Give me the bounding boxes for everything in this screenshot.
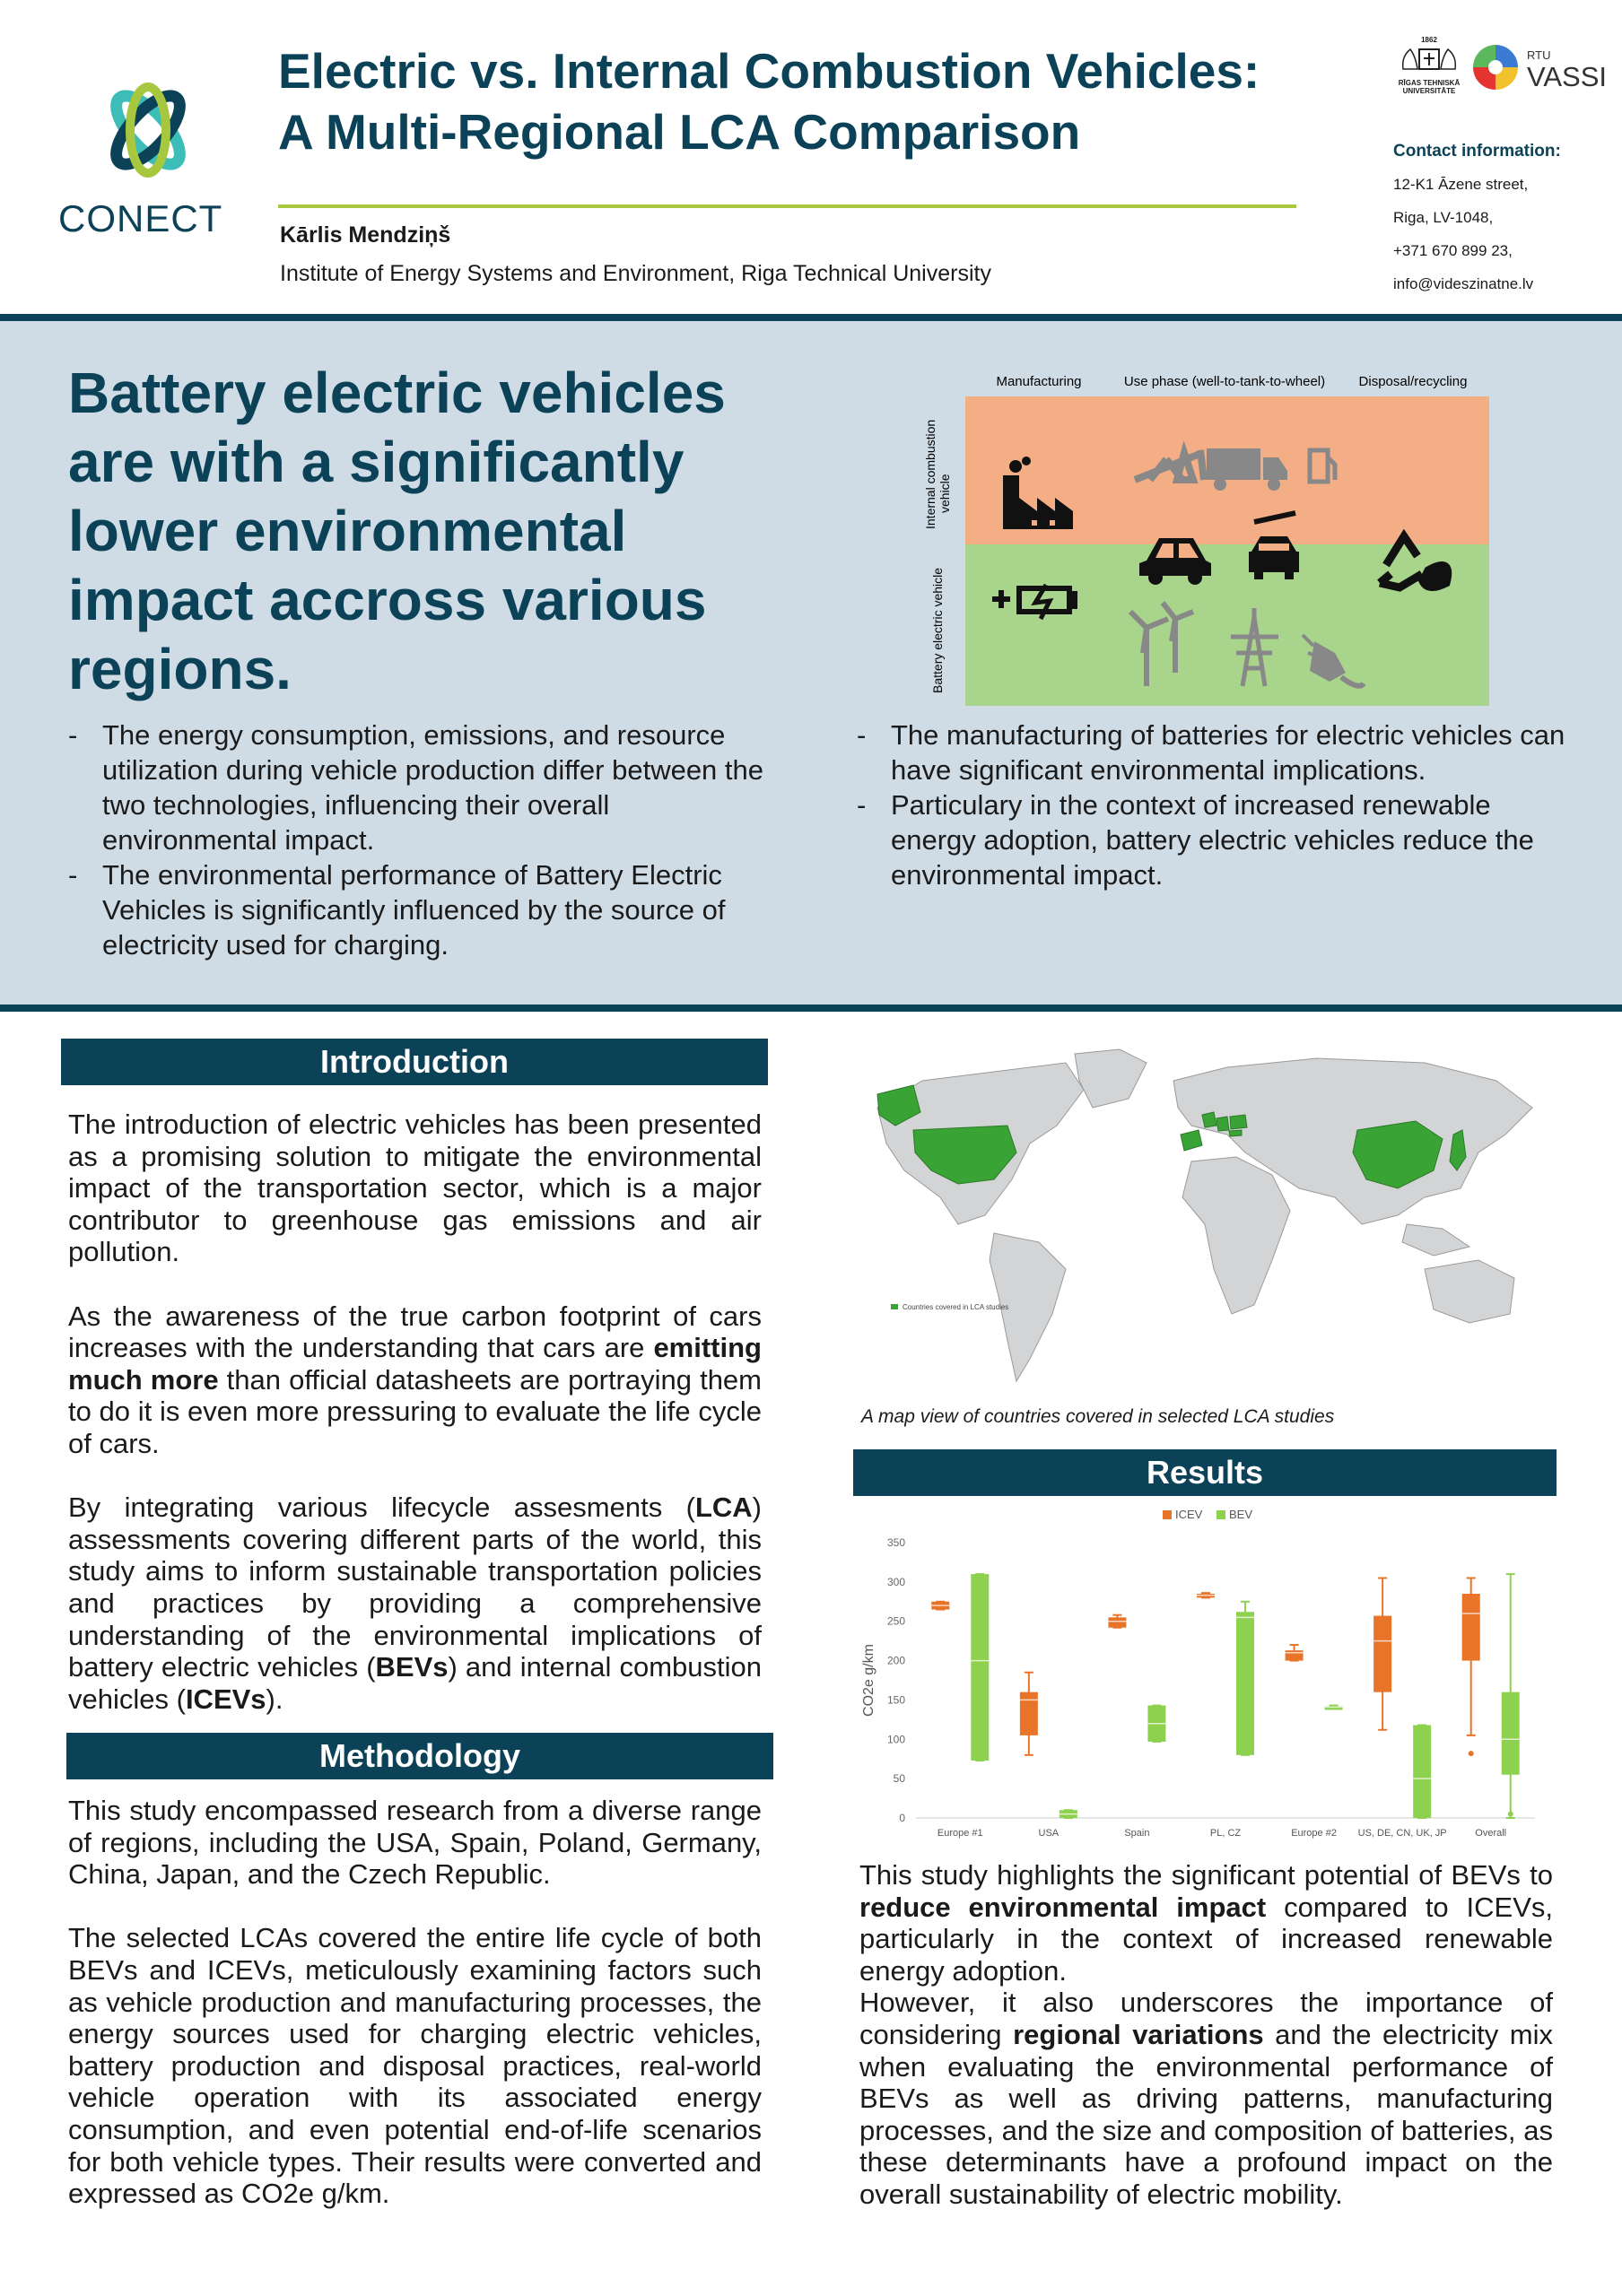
y-tick-label: 0 <box>899 1812 905 1824</box>
bev-box <box>1502 1692 1520 1775</box>
methodology-heading: Methodology <box>66 1733 773 1779</box>
key-message: Battery electric vehicles are with a significantly lower environmental impact accross various regions. <box>68 361 726 701</box>
rtu-name-2: UNIVERSITĀTE <box>1402 87 1456 95</box>
icev-box <box>1286 1650 1304 1660</box>
rtu-crest-icon <box>1398 44 1461 74</box>
map-legend-label: Countries covered in LCA studies <box>903 1303 1009 1311</box>
legend-label-bev: BEV <box>1229 1508 1253 1521</box>
country-germany <box>1216 1117 1229 1131</box>
legend-label-icev: ICEV <box>1175 1508 1203 1521</box>
rtu-logo <box>1389 36 1469 95</box>
summary-bullet: - Particulary in the context of increased renewable energy adoption, battery electric vehicles reduce the environmental impact. <box>857 787 1565 892</box>
world-map <box>850 1045 1557 1390</box>
diagram-col-use-phase: Use phase (well-to-tank-to-wheel) <box>1123 374 1326 389</box>
y-tick-label: 250 <box>886 1614 905 1628</box>
poster-title <box>278 40 1260 162</box>
contact-heading: Contact information: <box>1393 142 1561 161</box>
emphasis: emitting much more <box>68 1332 762 1396</box>
contact-city: Riga, LV-1048, <box>1393 209 1494 226</box>
x-tick-label: US, DE, CN, UK, JP <box>1357 1828 1447 1839</box>
contact-phone: +371 670 899 23, <box>1393 242 1513 259</box>
methodology-body <box>68 1795 762 2210</box>
title-divider <box>278 204 1296 208</box>
y-axis-label: CO2e g/km <box>861 1644 876 1717</box>
icev-box <box>1108 1617 1126 1627</box>
vassi-rtu-label: RTU <box>1527 48 1551 62</box>
diagram-row-icev: Internal combustionvehicle <box>923 419 952 529</box>
y-tick-label: 200 <box>886 1654 905 1667</box>
icev-box <box>1373 1616 1391 1692</box>
vassi-logo <box>1471 43 1615 97</box>
diagram-col-manufacturing: Manufacturing <box>996 374 1082 389</box>
contact-info <box>1393 135 1561 300</box>
y-tick-label: 50 <box>893 1772 905 1786</box>
bev-outlier <box>1508 1812 1513 1817</box>
intro-paragraph-1: The introduction of electric vehicles has been presented as a promising solution to mitigate the environmental impact of the transportation sector, which is a major contributor to greenhouse gas emissions and air pollution. <box>68 1109 762 1268</box>
x-tick-label: USA <box>1038 1828 1060 1839</box>
x-tick-label: Europe #2 <box>1291 1828 1337 1839</box>
title-line-2: A Multi-Regional LCA Comparison <box>278 104 1081 160</box>
icev-box <box>1020 1692 1038 1735</box>
lifecycle-diagram-svg <box>915 368 1498 713</box>
diagram-col-disposal: Disposal/recycling <box>1358 374 1468 389</box>
summary-bullets-left <box>68 718 768 962</box>
y-tick-label: 100 <box>886 1733 905 1746</box>
method-paragraph-1: This study encompassed research from a diverse range of regions, including the USA, Spain, Poland, Germany, China, Japan, and the Czech Republic. <box>68 1795 762 1891</box>
summary-bullets-right <box>857 718 1565 892</box>
bev-box <box>971 1574 989 1761</box>
title-line-1: Electric vs. Internal Combustion Vehicles: <box>278 43 1260 99</box>
results-boxplot <box>853 1500 1557 1849</box>
results-body <box>859 1859 1553 2211</box>
y-tick-label: 300 <box>886 1575 905 1588</box>
introduction-body <box>68 1109 762 1715</box>
icev-outlier <box>1469 1751 1474 1756</box>
conect-logo <box>54 63 233 242</box>
conect-logo-text: CONECT <box>58 197 223 239</box>
country-uk <box>1202 1112 1216 1127</box>
vassi-label: VASSI <box>1527 61 1608 92</box>
contact-email[interactable]: info@videszinatne.lv <box>1393 275 1534 292</box>
y-tick-label: 350 <box>886 1536 905 1549</box>
x-tick-label: Overall <box>1475 1828 1507 1839</box>
summary-bullet: - The manufacturing of batteries for electric vehicles can have significant environmental implications. <box>857 718 1565 787</box>
world-map-svg <box>850 1045 1557 1390</box>
lifecycle-diagram <box>915 368 1498 713</box>
rtu-year: 1862 <box>1421 36 1437 44</box>
introduction-heading: Introduction <box>61 1039 768 1085</box>
legend-swatch-bev <box>1216 1510 1225 1519</box>
bev-box <box>1236 1612 1254 1755</box>
y-tick-label: 150 <box>886 1693 905 1707</box>
method-paragraph-2: The selected LCAs covered the entire life cycle of both BEVs and ICEVs, meticulously examining factors such as vehicle production and manufacturing processes, the energy sources used for charging electric vehicles, battery production and disposal practices, real-world vehicle operation with its associated energy consumption, and even potential end-of-life scenarios for both vehicle types. Their results were converted and expressed as CO2e g/km. <box>68 1922 762 2210</box>
results-chart <box>853 1500 1557 1849</box>
icev-box <box>1462 1594 1480 1661</box>
summary-bullet: - The energy consumption, emissions, and resource utilization during vehicle production differ between the two technologies, influencing their overall environmental impact. <box>68 718 768 857</box>
bev-row-band <box>965 544 1489 706</box>
x-tick-label: Spain <box>1124 1828 1150 1839</box>
map-legend-swatch <box>891 1304 898 1309</box>
bev-box <box>1413 1725 1431 1818</box>
map-continents <box>877 1049 1532 1381</box>
author-name: Kārlis Mendziņš <box>280 222 451 248</box>
country-czech <box>1229 1130 1242 1136</box>
diagram-row-bev: Battery electric vehicle <box>930 567 945 693</box>
country-poland <box>1230 1115 1247 1129</box>
legend-swatch-icev <box>1163 1510 1172 1519</box>
vassi-puzzle-icon <box>1471 43 1520 91</box>
intro-paragraph-2: As the awareness of the true carbon footprint of cars increases with the understanding that cars are emitting much more than official datasheets are portraying them to do it is even more pressuring to evaluate the life cycle of cars. <box>68 1300 762 1459</box>
x-tick-label: PL, CZ <box>1209 1828 1242 1839</box>
contact-address: 12-K1 Āzene street, <box>1393 176 1529 193</box>
results-paragraph-2: However, it also underscores the importance of considering regional variations and the electricity mix when evaluating the environmental performance of BEVs as well as driving patterns, manufacturing processes, and the size and composition of batteries, as these determinants have a profound impact on the overall sustainability of electric mobility. <box>859 1987 1553 2210</box>
rtu-name-1: RĪGAS TEHNISKĀ <box>1398 79 1461 87</box>
results-heading: Results <box>853 1449 1557 1496</box>
results-paragraph-1: This study highlights the significant potential of BEVs to reduce environmental impact compared to ICEVs, particularly in the context of increased renewable energy adoption. <box>859 1859 1554 1987</box>
country-spain <box>1181 1130 1202 1151</box>
intro-paragraph-3: By integrating various lifecycle assesments (LCA) assessments covering different parts of the world, this study aims to inform sustainable transportation policies and practices by providing a comprehensive understanding of the environmental implications of battery electric vehicles (BEVs) and internal combustion vehicles (ICEVs). <box>68 1492 762 1715</box>
map-caption: A map view of countries covered in selected LCA studies <box>861 1406 1335 1427</box>
x-tick-label: Europe #1 <box>937 1828 983 1839</box>
institute-name: Institute of Energy Systems and Environment, Riga Technical University <box>280 261 991 286</box>
summary-bullet: - The environmental performance of Battery Electric Vehicles is significantly influenced by the source of electricity used for charging. <box>68 857 768 962</box>
